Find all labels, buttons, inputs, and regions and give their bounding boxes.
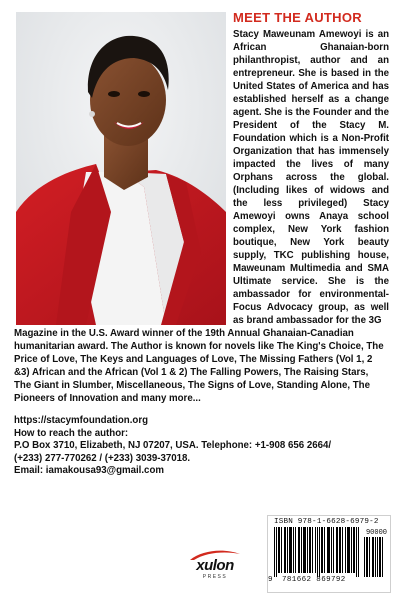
publisher-logo — [184, 548, 246, 588]
barcode-left-digit: 9 — [268, 576, 273, 584]
author-bio-bottom: Magazine in the U.S. Award winner of the 19th Annual Ghanaian-Canadian humanitarian award. The Author is known for novels like The King's Choice, The Price of Love, The Keys and Languages of Love, The Missing Fathers (Vol 1, 2 &3) African and the African (Vol 1 & 2) The Falling Powers, The Raising Stars, The Giant in Slumber, Miscellaneous, The Signs of Love, Standing Alone, The Pioneers of Innovation and many more... — [14, 328, 384, 404]
email-line: Email: iamakousa93@gmail.com — [14, 465, 164, 477]
website-link[interactable]: https://stacymfoundation.org — [14, 415, 149, 426]
reach-heading: How to reach the author: — [14, 427, 129, 439]
barcode-number: 781662 869792 — [282, 576, 346, 584]
author-portrait-illustration — [16, 12, 226, 325]
phone-line: (+233) 277-770262 / (+233) 3039-37018. — [14, 452, 191, 464]
section-title: MEET THE AUTHOR — [233, 10, 362, 25]
barcode-addon-number: 90000 — [365, 529, 387, 537]
logo-swoosh-icon — [184, 548, 246, 562]
author-bio-top: Stacy Maweunam Amewoyi is an African Ghanaian-born philanthropist, author and an entrepreneur. She is based in the United States of America and has established herself as a change agent. She is the Founder and the President of the Stacy M. Foundation which is a Non-Profit Organization that has immensely impacted the lives of many Orphans across the global. (Including likes of widows and the less privileged) Stacy Amewoyi owns Anaya school complex, New York fashion boutique, New York beauty supply, TKC publishing house, Maweunam Multimedia and SMA Ultimate service. She is the ambassador for environmental-Focus Advocacy group, as well as brand ambassador for the 3G — [233, 29, 389, 326]
address-line: P.O Box 3710, Elizabeth, NJ 07207, USA. Telephone: +1-908 656 2664/ — [14, 440, 332, 452]
publisher-name: xulon — [196, 557, 234, 574]
contact-block — [14, 415, 388, 478]
publisher-sub: PRESS — [202, 574, 228, 580]
author-photo — [16, 12, 226, 325]
isbn-barcode-box — [267, 515, 391, 593]
isbn-label: ISBN 978-1-6628-6979-2 — [274, 518, 379, 526]
